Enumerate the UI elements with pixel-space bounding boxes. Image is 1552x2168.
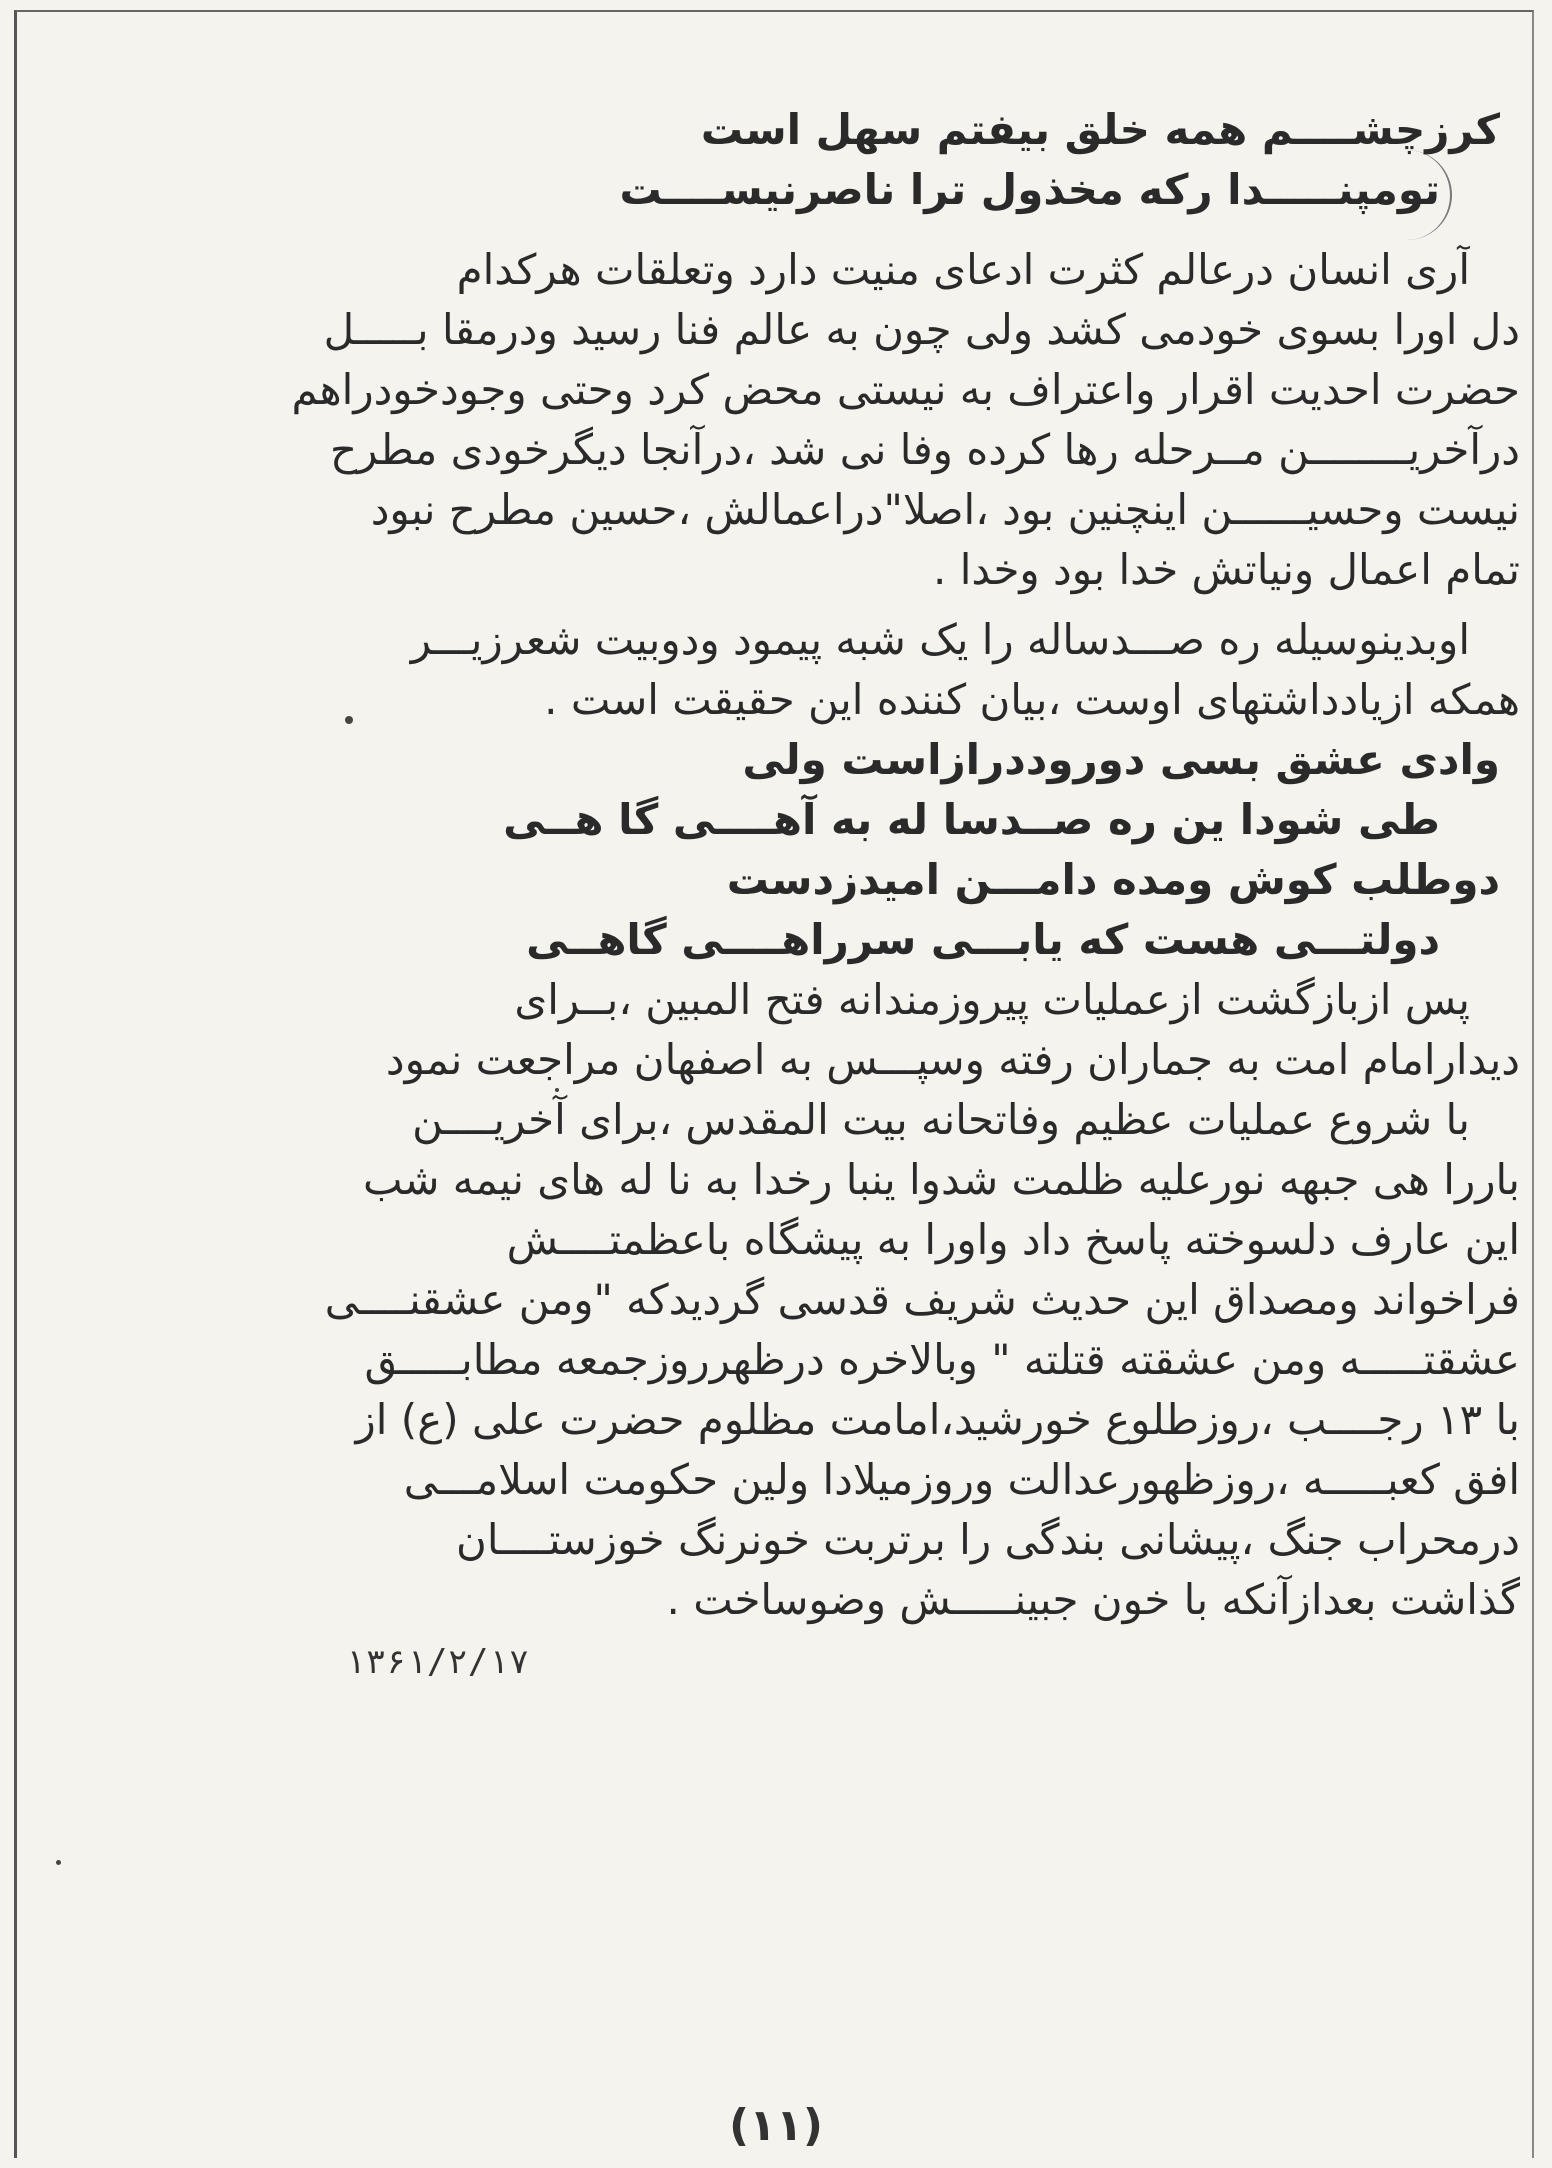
paragraph-line: درآخریــــــــن مــرحله رها کرده وفا نی شد ،درآنجا دیگرخودی مطرح: [330, 425, 1520, 474]
document-body: [100, 100, 1520, 1630]
paragraph-line: تمام اعمال ونیاتش خدا بود وخدا .: [933, 545, 1520, 594]
paragraph-line: فراخواند ومصداق این حدیث شریف قدسی گردیدکه "ومن عشقنــــی: [324, 1275, 1520, 1324]
paragraph-line: گذاشت بعدازآنکه با خون جبینـــــش وضوساخت .: [666, 1575, 1520, 1624]
paragraph-line: عشقتـــــه ومن عشقته قتلته " وبالاخره درظهرروزجمعه مطابـــــق: [364, 1335, 1520, 1384]
paragraph-line: نیست وحسیــــــن اینچنین بود ،اصلا"دراعمالش ،حسین مطرح نبود: [370, 485, 1520, 534]
verse-line: تومپنـــــدا رکه مخذول ترا ناصرنیســــت: [619, 165, 1440, 214]
verse-line: کرزچشــــم همه خلق بیفتم سهل است: [700, 105, 1500, 154]
paragraph-line: باررا هی جبهه نورعلیه ظلمت شدوا ینبا رخدا به نا له های نیمه شب: [362, 1155, 1520, 1204]
paragraph-line: پس ازبازگشت ازعملیات پیروزمندانه فتح المبین ،بــرای: [514, 975, 1470, 1024]
paragraph-line: حضرت احدیت اقرار واعتراف به نیستی محض کرد وحتی وجودخودراهم: [291, 365, 1520, 414]
verse-line: دولتـــی هست که یابـــی سرراهــــی گاهــی: [526, 915, 1440, 964]
paragraph-line: با شروع عملیات عظیم وفاتحانه بیت المقدس ،برای آخریــــن: [412, 1095, 1470, 1144]
verse-line: طی شودا ین ره صــدسا له به آهــــی گا هــی: [503, 795, 1440, 844]
handwritten-date: ۱۳۶۱/۲/۱۷: [345, 1642, 530, 1682]
verse-line: وادی عشق بسی دوروددرازاست ولی: [742, 735, 1500, 784]
paragraph-line: دیدارامام امت به جماران رفته وسپـــس به اصفهان مراجعت نمود: [385, 1035, 1520, 1084]
paragraph-line: دل اورا بسوی خودمی کشد ولی چون به عالم فنا رسید ودرمقا بـــــل: [323, 305, 1520, 354]
verse-line: دوطلب کوش ومده دامـــن امیدزدست: [726, 855, 1500, 904]
ink-speck: [345, 716, 353, 724]
ink-speck: [56, 1860, 61, 1865]
paragraph-line: اوبدینوسیله ره صـــدساله را یک شبه پیمود ودوبیت شعرزیـــر: [410, 615, 1470, 664]
paragraph-line: همکه ازیادداشتهای اوست ،بیان کننده این حقیقت است .: [544, 675, 1520, 724]
paragraph-line: درمحراب جنگ ،پیشانی بندگی را برتربت خونرنگ خوزستــــان: [455, 1515, 1520, 1564]
paragraph-line: افق کعبـــــه ،روزظهورعدالت وروزمیلادا ولین حکومت اسلامـــی: [403, 1455, 1520, 1504]
page-number: (۱۱): [729, 2100, 823, 2151]
paragraph-line: آری انسان درعالم کثرت ادعای منیت دارد وتعلقات هرکدام: [456, 245, 1470, 294]
ink-speck: [555, 1088, 559, 1092]
paragraph-line: با ۱۳ رجــــب ،روزطلوع خورشید،امامت مظلوم حضرت علی (ع) از: [355, 1395, 1520, 1444]
paragraph-line: این عارف دلسوخته پاسخ داد واورا به پیشگاه باعظمتــــش: [506, 1215, 1520, 1264]
